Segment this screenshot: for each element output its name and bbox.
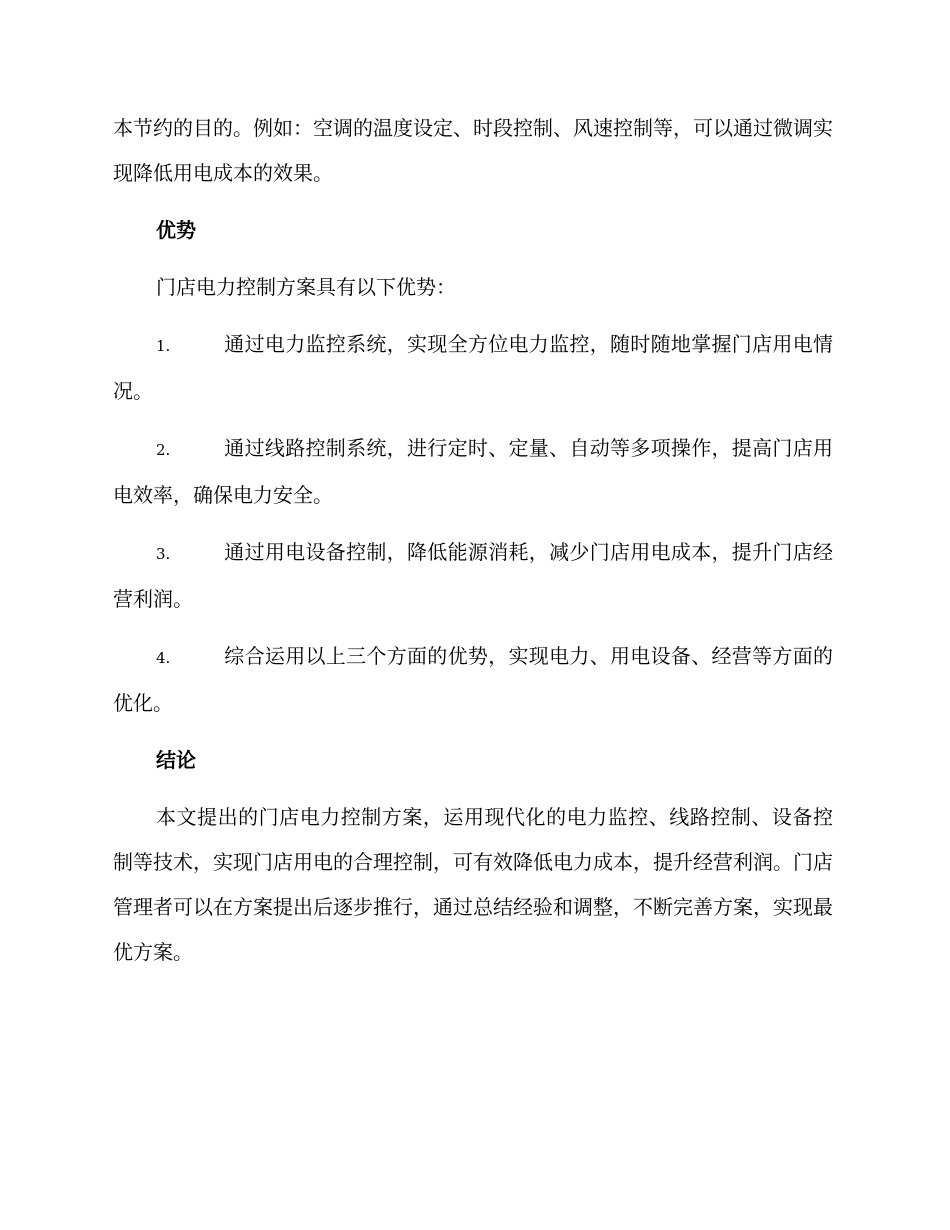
conclusion-heading: 结论 — [156, 748, 196, 772]
list-item-text: 通过线路控制系统，进行定时、定量、自动等多项操作，提高门店用电效率，确保电力安全。 — [113, 436, 833, 507]
conclusion-paragraph: 本文提出的门店电力控制方案，运用现代化的电力监控、线路控制、设备控制等技术，实现门店用电的合理控制，可有效降低电力成本，提升经营利润。门店管理者可以在方案提出后逐步推行，通过总结经验和调整，不断完善方案，实现最优方案。 — [113, 805, 833, 964]
intro-continuation-paragraph: 本节约的目的。例如：空调的温度设定、时段控制、风速控制等，可以通过微调实现降低用电成本的效果。 — [113, 116, 833, 185]
list-item-text: 通过电力监控系统，实现全方位电力监控，随时随地掌握门店用电情况。 — [113, 332, 833, 403]
list-number: 4. — [156, 649, 171, 667]
list-number: 1. — [156, 337, 171, 355]
advantage-list-item-3 — [113, 530, 833, 622]
document-page — [113, 106, 833, 987]
advantage-list-item-1 — [113, 322, 833, 414]
list-number: 3. — [156, 545, 171, 563]
list-number: 2. — [156, 441, 171, 459]
list-item-text: 通过用电设备控制，降低能源消耗，减少门店用电成本，提升门店经营利润。 — [113, 540, 833, 611]
list-item-text: 综合运用以上三个方面的优势，实现电力、用电设备、经营等方面的优化。 — [113, 644, 833, 715]
advantages-heading: 优势 — [156, 218, 196, 242]
advantage-list-item-4 — [113, 634, 833, 726]
advantage-list-item-2 — [113, 426, 833, 518]
advantages-lead-paragraph: 门店电力控制方案具有以下优势： — [156, 275, 456, 299]
